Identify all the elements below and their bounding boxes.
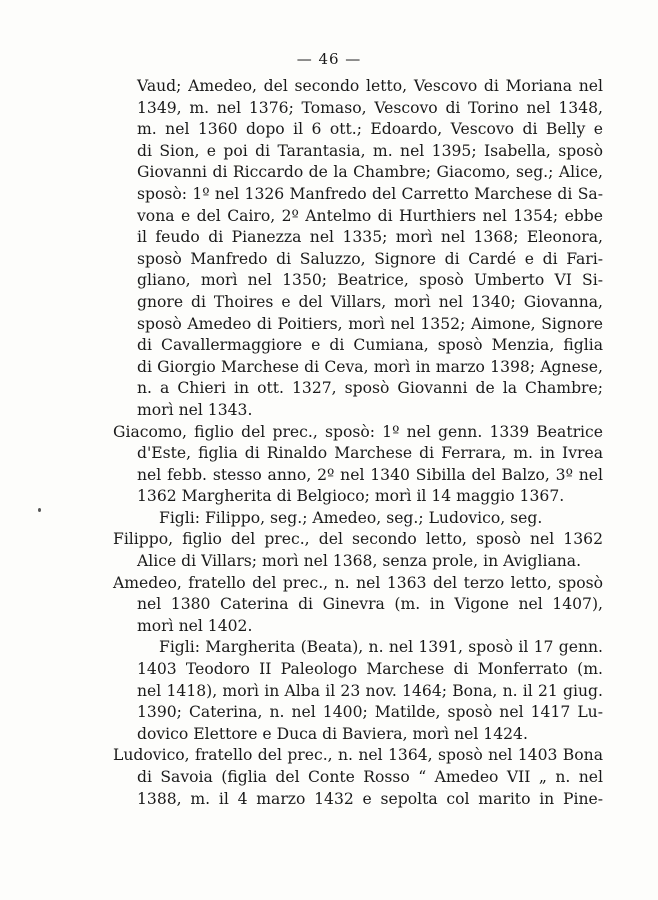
text-line: Vaud; Amedeo, del secondo letto, Vescovo di Moriana nel bbox=[137, 77, 603, 95]
text-line: 1349, m. nel 1376; Tomaso, Vescovo di Torino nel 1348, bbox=[137, 98, 603, 117]
figli-line: Figli: Margherita (Beata), n. nel 1391, sposò il 17 genn. bbox=[159, 638, 603, 657]
text-line: dovico Elettore e Duca di Baviera, morì nel 1424. bbox=[137, 724, 528, 743]
text-line: sposò: 1º nel 1326 Manfredo del Carretto Marchese di Sa- bbox=[137, 184, 603, 203]
entry-line: Giacomo, figlio del prec., sposò: 1º nel genn. 1339 Beatrice bbox=[113, 422, 603, 441]
text-line: 1390; Caterina, n. nel 1400; Matilde, sposò nel 1417 Lu- bbox=[137, 703, 603, 722]
text-line: nel febb. stesso anno, 2º nel 1340 Sibilla del Balzo, 3º nel bbox=[137, 465, 603, 484]
text-line: sposò Amedeo di Poitiers, morì nel 1352; Aimone, Signore bbox=[137, 314, 603, 333]
text-line: vona e del Cairo, 2º Antelmo di Hurthiers nel 1354; ebbe bbox=[137, 206, 603, 225]
text-line: morì nel 1343. bbox=[137, 400, 253, 419]
text-line: gliano, morì nel 1350; Beatrice, sposò Umberto VI Si- bbox=[137, 271, 603, 290]
text-line: di Cavallermaggiore e di Cumiana, sposò Menzia, figlia bbox=[137, 336, 603, 355]
text-line: Giovanni di Riccardo de la Chambre; Giacomo, seg.; Alice, bbox=[137, 163, 603, 182]
text-line: d'Este, figlia di Rinaldo Marchese di Ferrara, m. in Ivrea bbox=[137, 444, 603, 463]
entry-line: Amedeo, fratello del prec., n. nel 1363 del terzo letto, sposò bbox=[113, 573, 603, 592]
text-line: nel 1418), morì in Alba il 23 nov. 1464; Bona, n. il 21 giug. bbox=[137, 681, 603, 700]
text-line: n. a Chieri in ott. 1327, sposò Giovanni de la Chambre; bbox=[137, 379, 603, 398]
text-line: Alice di Villars; morì nel 1368, senza prole, in Avigliana. bbox=[137, 552, 582, 571]
text-body bbox=[113, 76, 603, 810]
entry-line: Filippo, figlio del prec., del secondo letto, sposò nel 1362 bbox=[113, 530, 603, 549]
text-line: nel 1380 Caterina di Ginevra (m. in Vigone nel 1407), bbox=[137, 595, 603, 614]
paper-speck bbox=[38, 508, 41, 512]
text-line: morì nel 1402. bbox=[137, 616, 253, 635]
text-line: gnore di Thoires e del Villars, morì nel 1340; Giovanna, bbox=[137, 292, 603, 311]
text-line: 1403 Teodoro II Paleologo Marchese di Monferrato (m. bbox=[137, 660, 603, 679]
entry-line: Ludovico, fratello del prec., n. nel 1364, sposò nel 1403 Bona bbox=[113, 746, 603, 765]
text-line: di Giorgio Marchese di Ceva, morì in marzo 1398; Agnese, bbox=[137, 357, 603, 376]
text-line: di Sion, e poi di Tarantasia, m. nel 1395; Isabella, sposò bbox=[137, 141, 603, 160]
text-line: m. nel 1360 dopo il 6 ott.; Edoardo, Vescovo di Belly e bbox=[137, 120, 603, 139]
text-line: 1362 Margherita di Belgioco; morì il 14 maggio 1367. bbox=[137, 487, 565, 506]
text-line: il feudo di Pianezza nel 1335; morì nel 1368; Eleonora, bbox=[137, 228, 603, 247]
figli-line: Figli: Filippo, seg.; Amedeo, seg.; Ludovico, seg. bbox=[159, 508, 543, 527]
text-line: 1388, m. il 4 marzo 1432 e sepolta col marito in Pine- bbox=[137, 789, 603, 808]
page-number: — 46 — bbox=[296, 50, 362, 68]
text-line: sposò Manfredo di Saluzzo, Signore di Cardé e di Fari- bbox=[137, 249, 603, 268]
text-line: di Savoia (figlia del Conte Rosso “ Amedeo VII „ n. nel bbox=[137, 768, 603, 786]
